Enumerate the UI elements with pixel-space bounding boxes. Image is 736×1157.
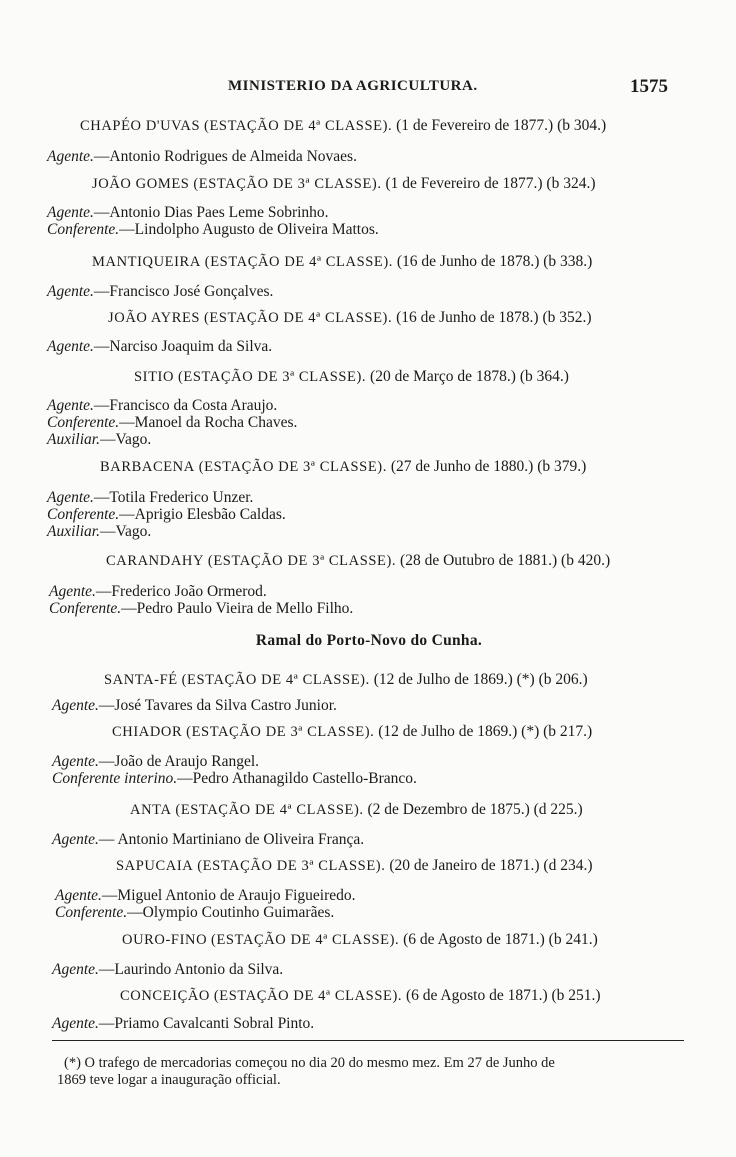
station-class: (ESTAÇÃO DE 3ª CLASSE). — [186, 724, 375, 740]
staff-person: —Laurindo Antonio da Silva. — [98, 961, 284, 978]
staff-role: Conferente. — [47, 414, 120, 431]
station-name: MANTIQUEIRA — [92, 254, 201, 270]
staff-person: —Manoel da Rocha Chaves. — [119, 414, 298, 431]
station-ref: (b 304.) — [557, 117, 607, 134]
station-date: (16 de Junho de 1878.) — [396, 309, 539, 326]
station-heading — [112, 722, 592, 742]
staff-role: Agente. — [55, 887, 102, 904]
station-heading — [116, 856, 592, 876]
staff-person: —Vago. — [99, 431, 152, 448]
station-name: OURO-FINO — [122, 932, 208, 948]
footnote-line: (*) O trafego de mercadorias começou no dia 20 do mesmo mez. Em 27 de Junho de — [64, 1055, 555, 1071]
staff-line — [52, 830, 364, 850]
station-name: SAPUCAIA — [116, 858, 194, 874]
station-name: CARANDAHY — [106, 553, 205, 569]
staff-role: Agente. — [52, 697, 99, 714]
staff-person: —Pedro Athanagildo Castello-Branco. — [177, 770, 417, 787]
staff-role: Agente. — [47, 283, 94, 300]
staff-line — [55, 903, 334, 923]
section-heading — [0, 632, 736, 650]
station-date: (2 de Dezembro de 1875.) — [367, 801, 530, 818]
station-date: (1 de Fevereiro de 1877.) — [385, 175, 543, 192]
staff-line — [47, 522, 151, 542]
station-heading — [100, 457, 586, 477]
staff-person: —Pedro Paulo Vieira de Mello Filho. — [121, 600, 354, 617]
staff-line — [52, 960, 283, 980]
footnote-rule — [52, 1040, 684, 1041]
station-ref: (b 352.) — [542, 309, 592, 326]
footnote-line: 1869 teve logar a inauguração official. — [57, 1072, 281, 1088]
staff-person: —Aprigio Elesbão Caldas. — [119, 506, 286, 523]
station-class: (ESTAÇÃO DE 3ª CLASSE). — [193, 176, 382, 192]
station-date: (6 de Agosto de 1871.) — [405, 987, 548, 1004]
staff-person: —João de Araujo Rangel. — [98, 753, 260, 770]
staff-role: Conferente. — [47, 221, 120, 238]
station-ref: (d 234.) — [543, 857, 593, 874]
staff-line — [52, 696, 337, 716]
staff-person: —Antonio Dias Paes Leme Sobrinho. — [93, 204, 329, 221]
footnote-mark: (*) — [516, 671, 535, 688]
staff-role: Agente. — [52, 961, 99, 978]
staff-role: Conferente. — [49, 600, 122, 617]
station-ref: (d 225.) — [533, 801, 583, 818]
station-name: CHIADOR — [112, 724, 183, 740]
staff-line — [49, 599, 353, 619]
staff-line — [47, 220, 379, 240]
staff-person: —Olympio Coutinho Guimarães. — [127, 904, 335, 921]
station-name: CHAPÉO D'UVAS — [80, 118, 201, 134]
staff-person: —Narciso Joaquim da Silva. — [93, 338, 273, 355]
page-number: 1575 — [630, 76, 668, 97]
station-class: (ESTAÇÃO DE 3ª CLASSE). — [207, 553, 397, 569]
staff-role: Agente. — [52, 1015, 99, 1032]
station-date: (20 de Março de 1878.) — [370, 368, 516, 385]
staff-role: Agente. — [47, 148, 94, 165]
staff-role: Agente. — [47, 489, 94, 506]
staff-role: Agente. — [47, 204, 94, 221]
station-ref: (b 217.) — [543, 723, 593, 740]
staff-person: —Frederico João Ormerod. — [95, 583, 267, 600]
station-date: (12 de Julho de 1869.) — [373, 671, 513, 688]
staff-line — [47, 430, 151, 450]
staff-role: Agente. — [52, 753, 99, 770]
station-class: (ESTAÇÃO DE 4ª CLASSE). — [181, 672, 370, 688]
station-date: (28 de Outubro de 1881.) — [400, 552, 558, 569]
station-ref: (b 206.) — [538, 671, 588, 688]
staff-line — [47, 337, 272, 357]
staff-person: —Miguel Antonio de Araujo Figueiredo. — [101, 887, 356, 904]
station-heading — [108, 308, 592, 328]
staff-role: Conferente. — [47, 506, 120, 523]
station-date: (20 de Janeiro de 1871.) — [389, 857, 540, 874]
ramal-title: Ramal do Porto-Novo do Cunha. — [255, 632, 483, 649]
staff-role: Agente. — [47, 338, 94, 355]
station-date: (12 de Julho de 1869.) — [378, 723, 518, 740]
footnote-mark: (*) — [521, 723, 540, 740]
station-class: (ESTAÇÃO DE 3ª CLASSE). — [197, 858, 386, 874]
staff-person: —Vago. — [99, 523, 152, 540]
station-class: (ESTAÇÃO DE 4ª CLASSE). — [204, 118, 393, 134]
station-class: (ESTAÇÃO DE 3ª CLASSE). — [177, 369, 367, 385]
station-name: SITIO — [134, 369, 175, 385]
station-class: (ESTAÇÃO DE 4ª CLASSE). — [175, 802, 364, 818]
station-heading — [80, 116, 606, 136]
station-class: (ESTAÇÃO DE 4ª CLASSE). — [203, 310, 393, 326]
staff-person: — Antonio Martiniano de Oliveira França. — [98, 831, 365, 848]
staff-role: Agente. — [52, 831, 99, 848]
station-date: (1 de Fevereiro de 1877.) — [396, 117, 554, 134]
station-heading — [104, 670, 588, 690]
station-name: JOÃO AYRES — [108, 310, 201, 326]
staff-person: —Francisco José Gonçalves. — [93, 283, 274, 300]
station-class: (ESTAÇÃO DE 4ª CLASSE). — [211, 932, 400, 948]
staff-person: —José Tavares da Silva Castro Junior. — [98, 697, 337, 714]
staff-person: —Francisco da Costa Araujo. — [93, 397, 278, 414]
station-heading — [134, 367, 569, 387]
station-date: (27 de Junho de 1880.) — [390, 458, 534, 475]
staff-role: Agente. — [47, 397, 94, 414]
staff-line — [47, 147, 357, 167]
station-ref: (b 251.) — [551, 987, 601, 1004]
station-heading — [120, 986, 601, 1006]
station-name: ANTA — [130, 802, 172, 818]
staff-person: —Priamo Cavalcanti Sobral Pinto. — [98, 1015, 315, 1032]
staff-role: Agente. — [49, 583, 96, 600]
page-header — [0, 76, 736, 100]
station-ref: (b 364.) — [519, 368, 569, 385]
station-name: CONCEIÇÃO — [120, 988, 210, 1004]
station-heading — [130, 800, 583, 820]
station-heading — [92, 252, 592, 272]
staff-line — [47, 282, 273, 302]
staff-role: Conferente. — [55, 904, 128, 921]
staff-role: Auxiliar. — [47, 431, 100, 448]
station-heading — [106, 551, 610, 571]
station-name: SANTA-FÉ — [104, 672, 178, 688]
staff-person: —Totila Frederico Unzer. — [93, 489, 254, 506]
staff-role: Conferente interino. — [52, 770, 178, 787]
station-date: (16 de Junho de 1878.) — [396, 253, 540, 270]
station-ref: (b 241.) — [548, 931, 598, 948]
station-class: (ESTAÇÃO DE 4ª CLASSE). — [204, 254, 394, 270]
station-ref: (b 420.) — [561, 552, 611, 569]
station-heading — [122, 930, 598, 950]
staff-person: —Lindolpho Augusto de Oliveira Mattos. — [119, 221, 379, 238]
staff-line — [52, 769, 417, 789]
station-ref: (b 338.) — [543, 253, 593, 270]
station-ref: (b 324.) — [546, 175, 596, 192]
station-name: JOÃO GOMES — [92, 176, 190, 192]
staff-person: —Antonio Rodrigues de Almeida Novaes. — [93, 148, 357, 165]
station-heading — [92, 174, 596, 194]
staff-role: Auxiliar. — [47, 523, 100, 540]
station-date: (6 de Agosto de 1871.) — [403, 931, 545, 948]
running-title: MINISTERIO DA AGRICULTURA. — [228, 78, 478, 94]
station-ref: (b 379.) — [537, 458, 587, 475]
station-class: (ESTAÇÃO DE 3ª CLASSE). — [198, 459, 387, 475]
station-class: (ESTAÇÃO DE 4ª CLASSE). — [213, 988, 403, 1004]
staff-line — [52, 1014, 314, 1034]
station-name: BARBACENA — [100, 459, 195, 475]
